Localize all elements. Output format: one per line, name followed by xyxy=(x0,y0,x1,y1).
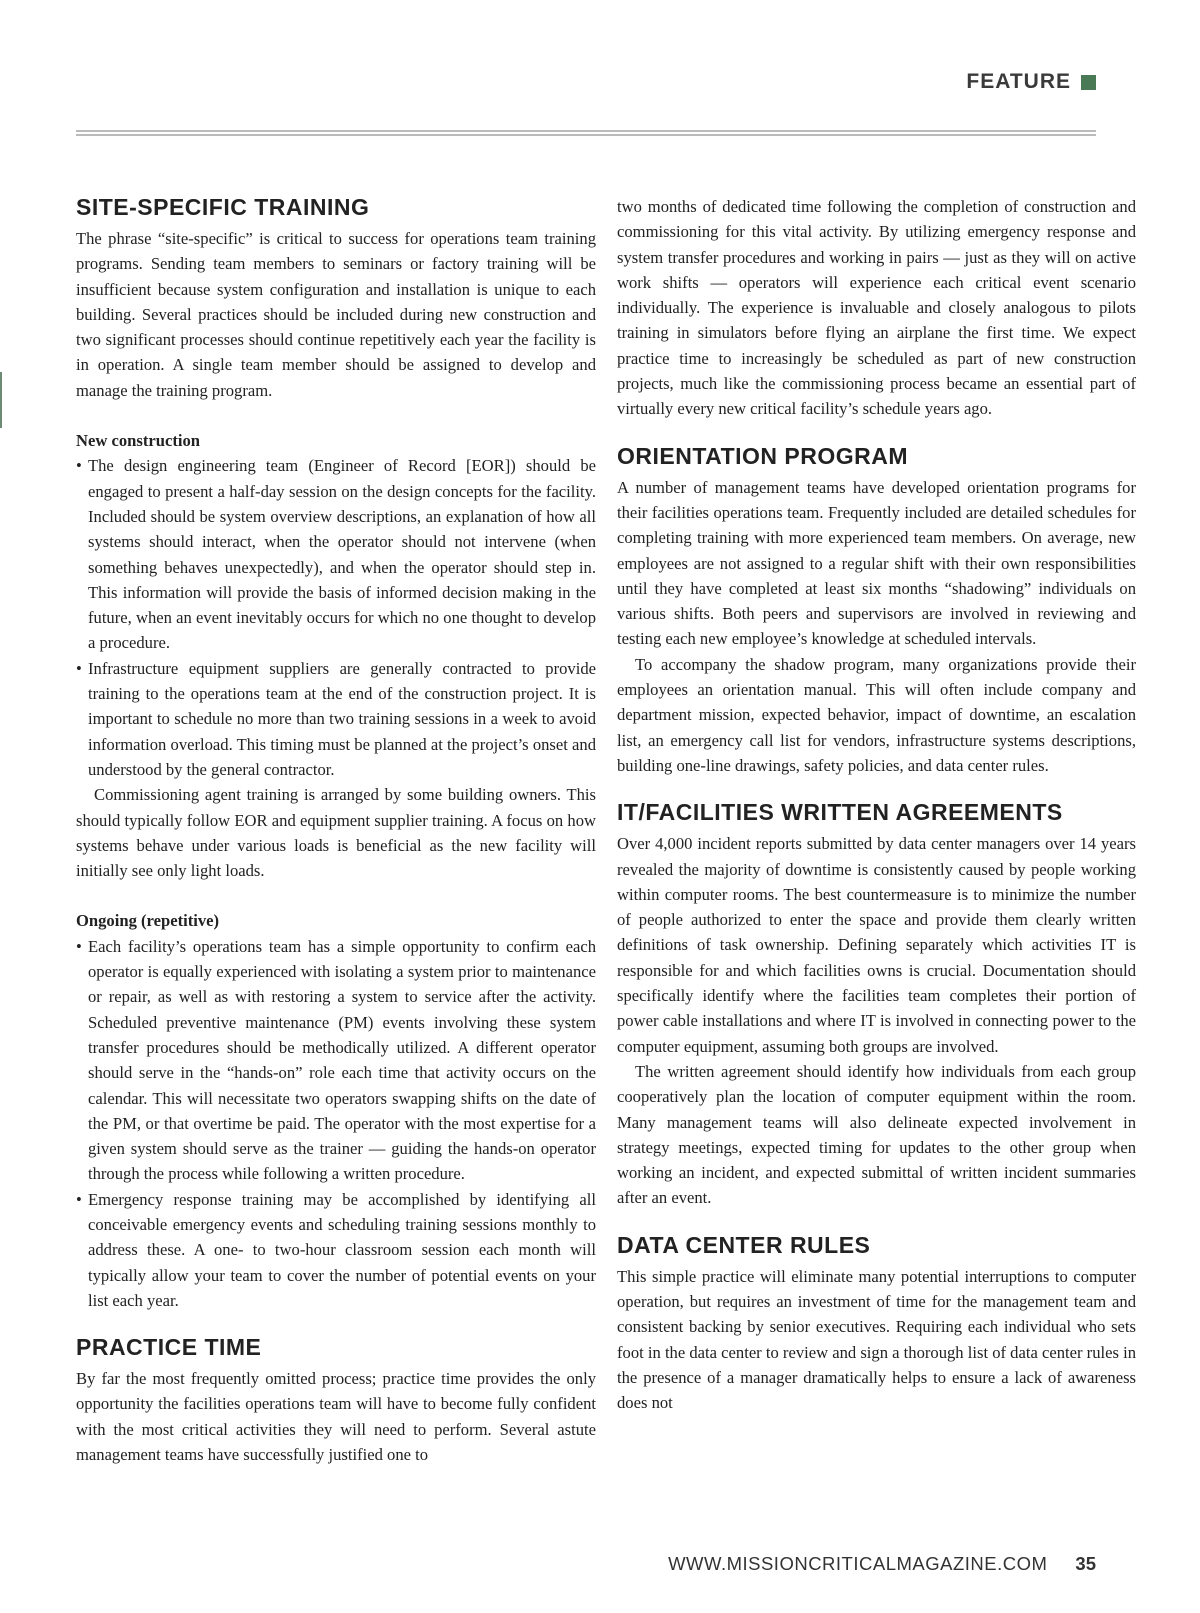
margin-marker xyxy=(0,372,2,428)
header-rule-secondary xyxy=(76,134,1096,136)
section-label: FEATURE xyxy=(966,70,1071,93)
bullet-icon: • xyxy=(76,1189,82,1209)
paragraph-agreements-2: The written agreement should identify how individuals from each group cooperatively plan the location of computer equipment within the room. Many management teams will also delineate expected involvement in strategy meetings, expected timing for updates to the other group when working an incident, and expected submittal of written incident summaries after an event. xyxy=(617,1061,1136,1208)
section-header xyxy=(966,70,1096,94)
list-item: • The design engineering team (Engineer of Record [EOR]) should be engaged to present a half-day session on the design concepts for the facility. Included should be system overview descriptions, an explanation of how all systems should interact, when the operator should not intervene (when something behaves unexpectedly), and when the operator should step in. This information will provide the basis of informed decision making in the future, when an event inevitably occurs for which no one thought to develop a procedure. xyxy=(76,453,596,655)
accent-square-icon xyxy=(1081,75,1096,90)
subheading-new-construction: New construction xyxy=(76,431,200,451)
bullet-icon: • xyxy=(76,456,82,476)
paragraph-orientation-1: A number of management teams have developed orientation programs for their facilities operations team. Frequently included are detailed schedules for completing training with more experienced team members. On average, new employees are not assigned to a regular shift with their own responsibilities until they have completed at least six months “shadowing” individuals on various shifts. Both peers and supervisors are involved in reviewing and testing each new employee’s knowledge at scheduled intervals. xyxy=(617,477,1136,649)
right-column xyxy=(617,194,1136,1415)
bullet-list-ongoing xyxy=(76,934,596,1313)
list-item: • Each facility’s operations team has a simple opportunity to confirm each operator is equally experienced with isolating a system prior to maintenance or repair, as well as with restoring a system to service after the activity. Scheduled preventive maintenance (PM) events involving these system transfer procedures should be methodically utilized. A different operator should serve in the “hands-on” role each time that activity occurs on the calendar. This will necessitate two operators swapping shifts on the date of the PM, or that overtime be paid. The operator with the most expertise for a given system should serve as the trainer — guiding the hands-on operator through the process while following a written procedure. xyxy=(76,934,596,1187)
paragraph-practice-continued: two months of dedicated time following the completion of construction and commissioning for this vital activity. By utilizing emergency response and system transfer procedures and working in pairs — just as they will on active work shifts — operators will experience each critical event scenario individually. The experience is invaluable and closely analogous to pilots training in simulators before flying an airplane the first time. We expect practice time to increasingly be scheduled as part of new construction projects, much like the commissioning process became an essential part of virtually every new critical facility’s schedule years ago. xyxy=(617,197,1136,419)
paragraph-site-specific-intro: The phrase “site-specific” is critical to success for operations team training programs. Sending team members to seminars or factory training will be insufficient because system configuration and installation is unique to each building. Several practices should be included during new construction and two significant processes should continue repetitively each year the facility is in operation. A single team member should be assigned to develop and manage the training program. xyxy=(76,229,596,400)
page-footer xyxy=(668,1553,1096,1575)
list-item: • Infrastructure equipment suppliers are generally contracted to provide training to the operations team at the end of the construction project. It is important to schedule no more than two training sessions in a week to avoid information overload. This timing must be planned at the project’s onset and understood by the general contractor. xyxy=(76,656,596,782)
paragraph-orientation-2: To accompany the shadow program, many organizations provide their employees an orientation manual. This will often include company and department mission, expected behavior, impact of downtime, an escalation list, an emergency call list for vendors, infrastructure systems descriptions, building one-line drawings, safety policies, and data center rules. xyxy=(617,654,1136,775)
paragraph-agreements-1: Over 4,000 incident reports submitted by data center managers over 14 years revealed the majority of downtime is consistently caused by people working within computer rooms. The best countermeasure is to minimize the number of people authorized to enter the space and provide them clearly written definitions of task ownership. Defining separately which activities IT is responsible for and which facilities owns is crucial. Documentation should specifically identify where the facilities team completes their portion of power cable installations and where IT is involved in connecting power to the computer equipment, assuming both groups are involved. xyxy=(617,834,1136,1056)
paragraph-commissioning: Commissioning agent training is arranged by some building owners. This should typically follow EOR and equipment supplier training. A focus on how systems behave under various loads is beneficial as the new facility will initially see only light loads. xyxy=(76,785,596,881)
section-heading-agreements: IT/FACILITIES WRITTEN AGREEMENTS xyxy=(617,799,1063,826)
bullet-icon: • xyxy=(76,658,82,678)
header-rule xyxy=(76,130,1096,132)
left-column xyxy=(76,192,596,1467)
bullet-list-new-construction xyxy=(76,453,596,782)
section-heading-orientation: ORIENTATION PROGRAM xyxy=(617,442,909,469)
subheading-ongoing: Ongoing (repetitive) xyxy=(76,911,220,931)
list-item: • Emergency response training may be accomplished by identifying all conceivable emergency events and scheduling training sessions monthly to address these. A one- to two-hour classroom session each month will typically allow your team to cover the number of potential events on your list each year. xyxy=(76,1187,596,1313)
section-heading-rules: DATA CENTER RULES xyxy=(617,1231,871,1258)
bullet-icon: • xyxy=(76,936,82,956)
page-number: 35 xyxy=(1075,1553,1096,1574)
paragraph-rules: This simple practice will eliminate many potential interruptions to computer operation, but requires an investment of time for the management team and consistent backing by senior executives. Requiring each individual who sets foot in the data center to review and sign a thorough list of data center rules in the presence of a manager dramatically helps to ensure a lack of awareness does not xyxy=(617,1266,1136,1413)
footer-url[interactable]: WWW.MISSIONCRITICALMAGAZINE.COM xyxy=(668,1553,1048,1574)
paragraph-practice-time: By far the most frequently omitted process; practice time provides the only opportunity the facilities operations team will have to become fully confident with the most critical activities they will need to perform. Several astute management teams have successfully justified one to xyxy=(76,1369,596,1465)
section-heading-practice-time: PRACTICE TIME xyxy=(76,1334,262,1361)
section-heading-site-specific: SITE-SPECIFIC TRAINING xyxy=(76,194,370,220)
